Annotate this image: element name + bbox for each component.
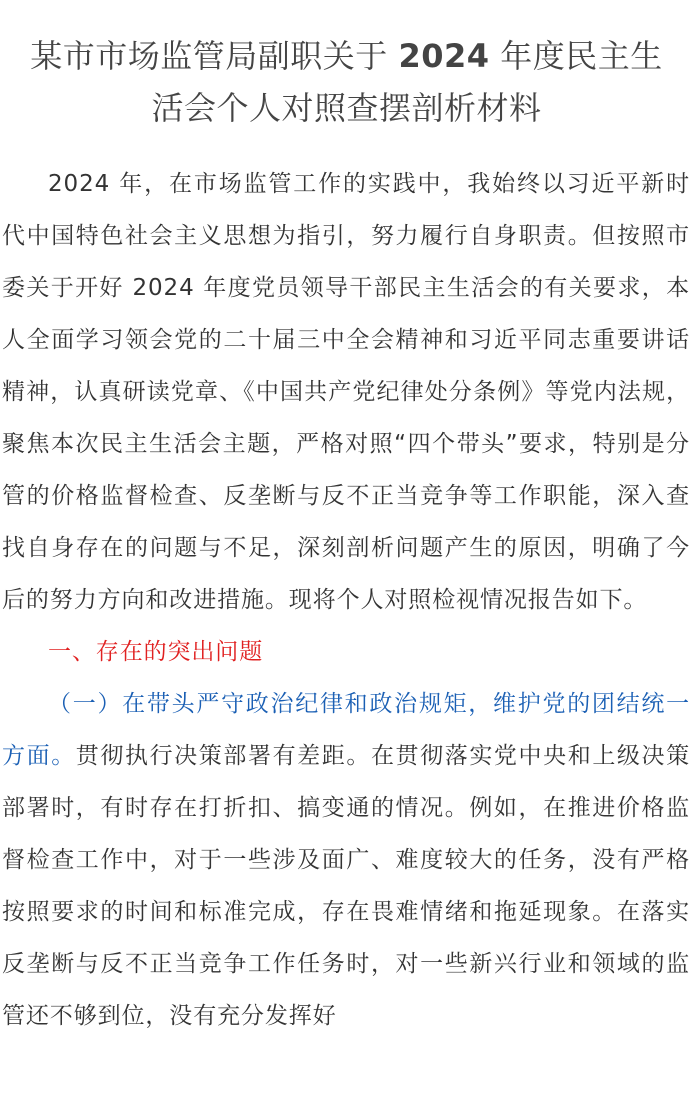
subsection-body: 贯彻执行决策部署有差距。在贯彻落实党中央和上级决策部署时，有时存在打折扣、搞变通的情况。例如，在推进价格监督检查工作中，对于一些涉及面广、难度较大的任务，没有严格按照要求的时间和标准完成，存在畏难情绪和拖延现象。在落实反垄断与反不正当竞争工作任务时，对一些新兴行业和领域的监管还不够到位，没有充分发挥好 (2, 743, 691, 1029)
subsection-paragraph (2, 678, 690, 1042)
intro-paragraph: 2024 年，在市场监管工作的实践中，我始终以习近平新时代中国特色社会主义思想为指引，努力履行自身职责。但按照市委关于开好 2024 年度党员领导干部民主生活会的有关要求，本人全面学习领会党的二十届三中全会精神和习近平同志重要讲话精神，认真研读党章、《中国共产党纪律处分条例》等党内法规，聚焦本次民主生活会主题，严格对照“四个带头”要求，特别是分管的价格监督检查、反垄断与反不正当竞争等工作职能，深入查找自身存在的问题与不足，深刻剖析问题产生的原因，明确了今后的努力方向和改进措施。现将个人对照检视情况报告如下。 (2, 171, 690, 613)
title-line-2: 活会个人对照查摆剖析材料 (151, 89, 542, 127)
document-body (2, 158, 690, 1042)
title-line-1-post: 年度民主生 (489, 37, 663, 75)
subsection-heading: （一）在带头严守政治纪律和政治规矩，维护党的团结统一方面。 (2, 691, 690, 769)
title-line-1 (0, 30, 693, 82)
document-title (0, 30, 693, 134)
title-year: 2024 (398, 37, 490, 75)
section-heading: 一、存在的突出问题 (48, 639, 264, 665)
title-line-1-pre: 某市市场监管局副职关于 (30, 37, 399, 75)
